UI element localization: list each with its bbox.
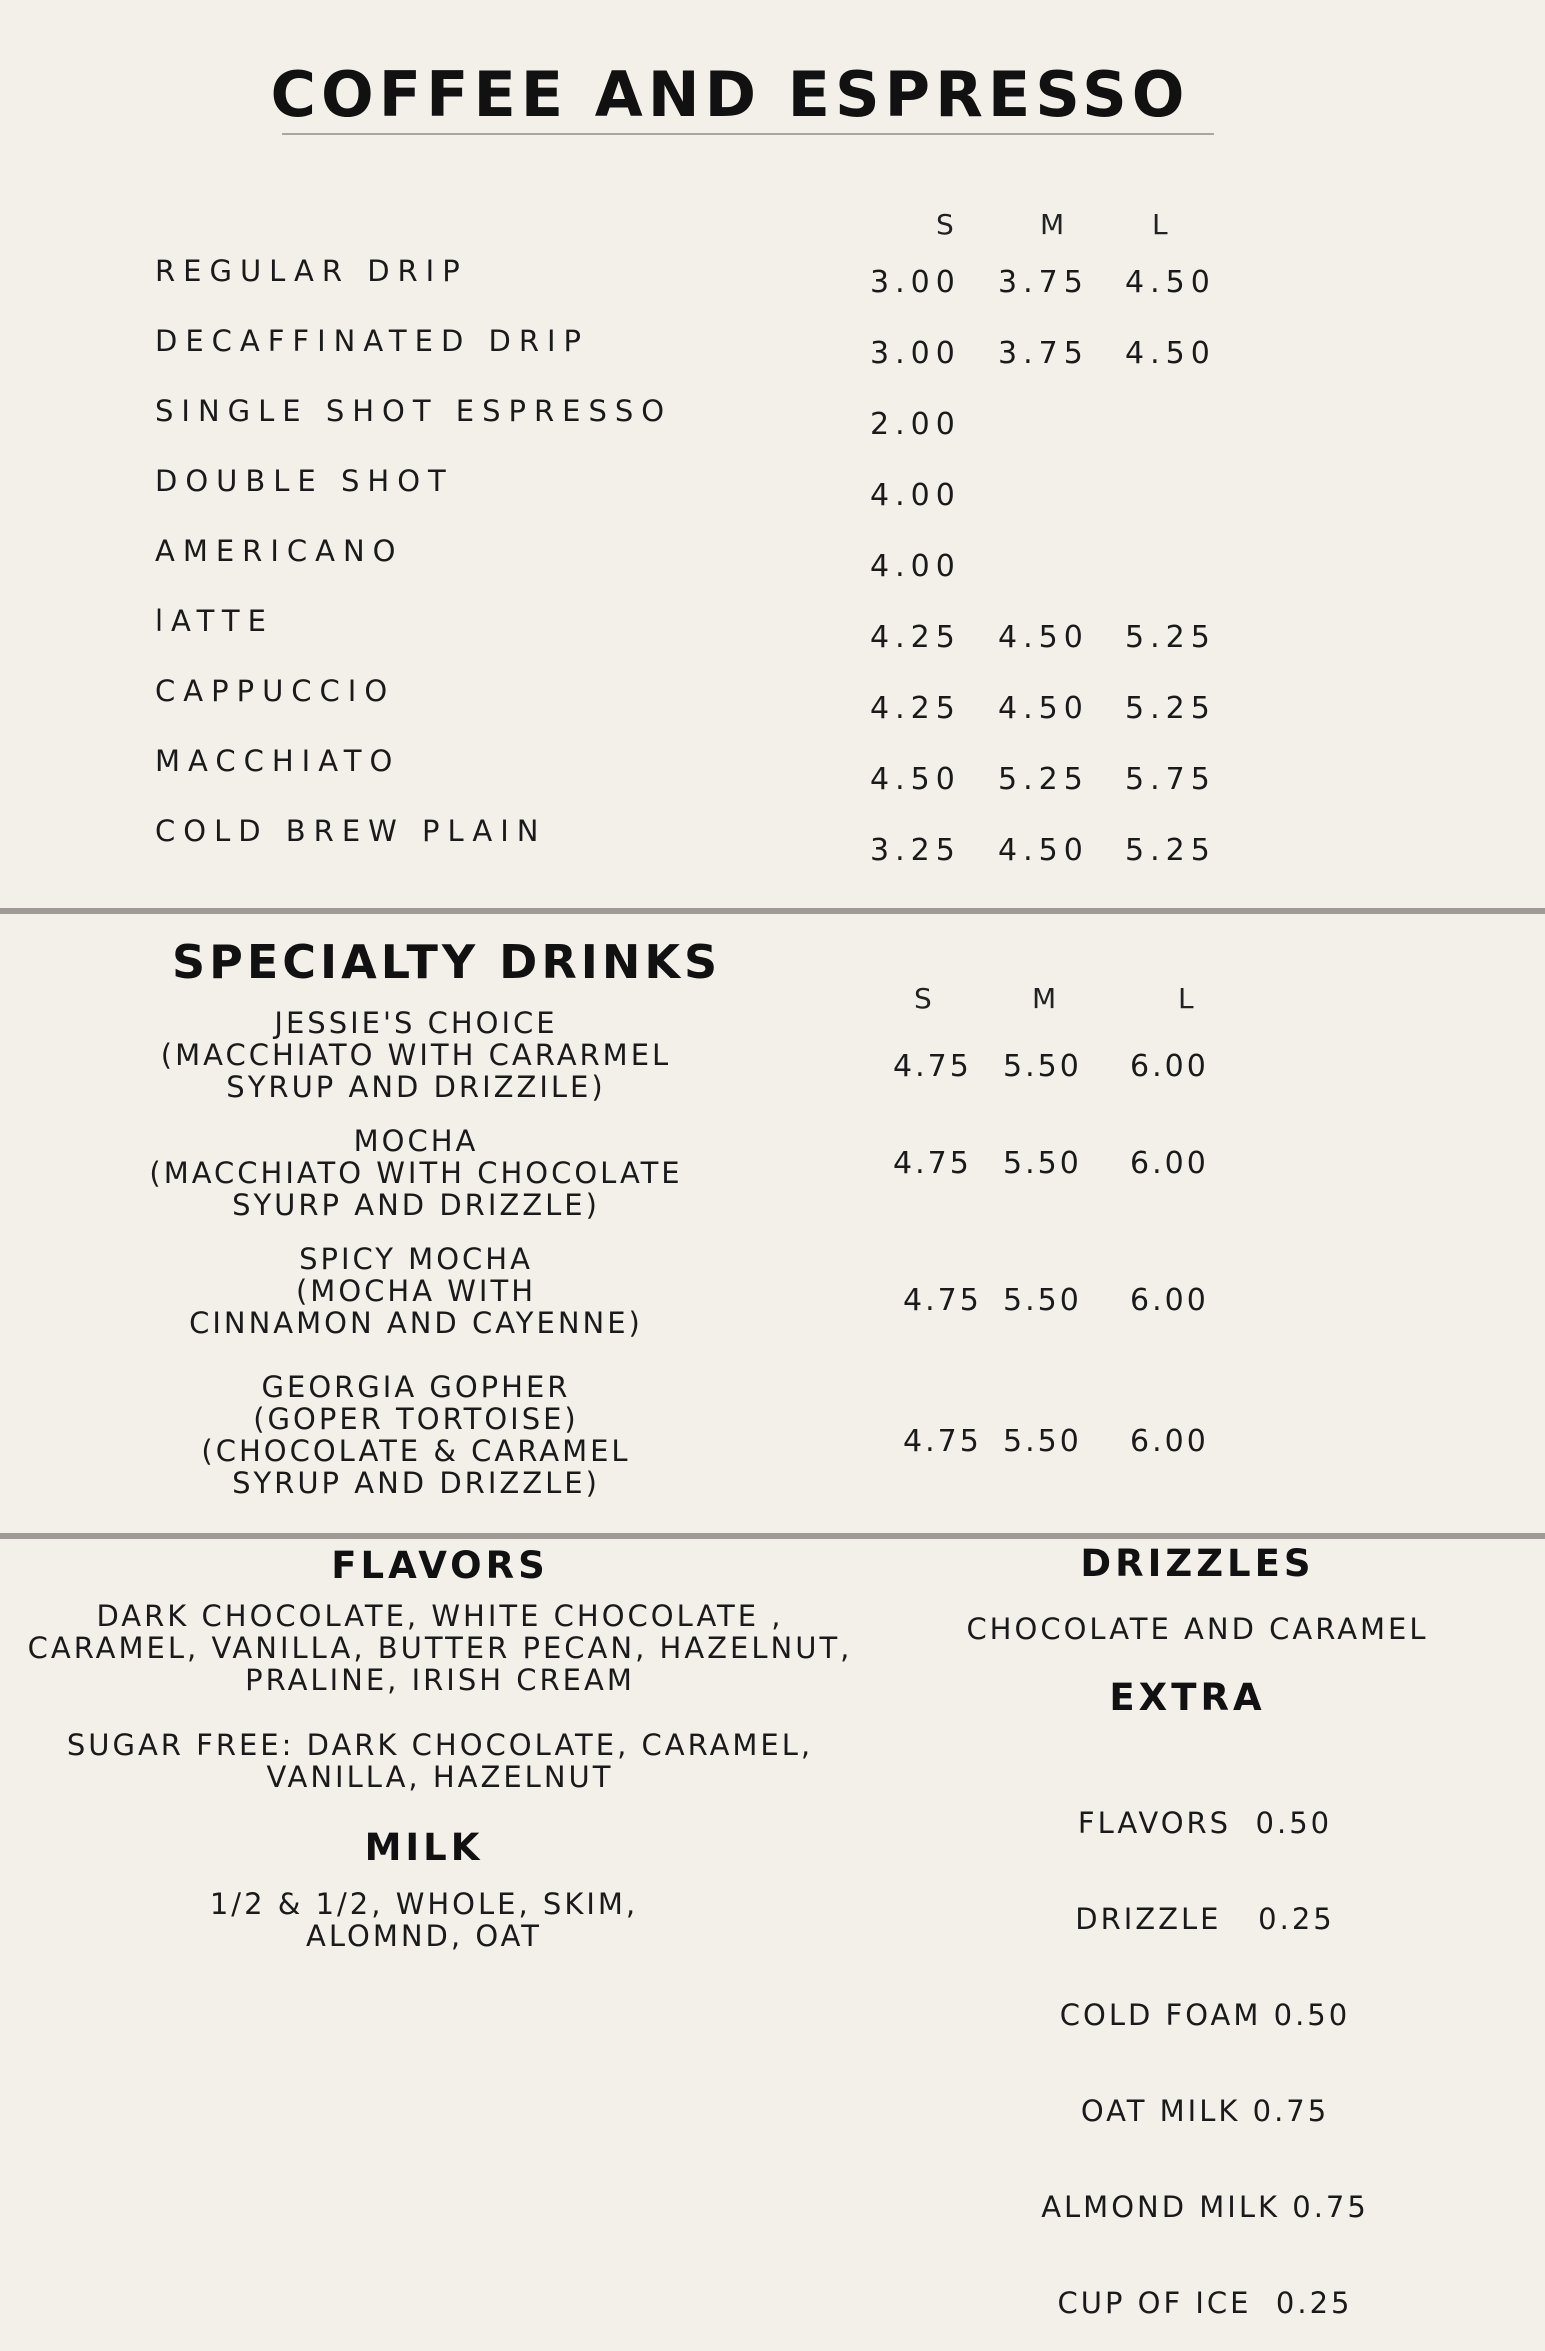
milk-line: ALOMND, OAT <box>306 1919 542 1953</box>
flavors-line: CARAMEL, VANILLA, BUTTER PECAN, HAZELNUT, <box>27 1631 853 1665</box>
price-medium: 5.50 <box>1003 1146 1082 1181</box>
drizzles-text: CHOCOLATE AND CARAMEL <box>966 1612 1429 1646</box>
price-small: 4.25 <box>870 620 961 655</box>
extra-line: COLD FOAM 0.50 <box>1059 1998 1351 2032</box>
price-large: 6.00 <box>1130 1424 1209 1459</box>
price-medium: 5.50 <box>1003 1424 1082 1459</box>
price-small: 4.50 <box>870 762 961 797</box>
sugar-free-line: VANILLA, HAZELNUT <box>266 1760 614 1794</box>
price-medium: 4.50 <box>998 620 1089 655</box>
price-small: 3.00 <box>870 336 961 371</box>
price-medium: 3.75 <box>998 336 1089 371</box>
flavors-list <box>0 1600 880 1696</box>
specialty-item <box>130 1243 702 1339</box>
price-small: 3.00 <box>870 265 961 300</box>
price-large: 5.25 <box>1125 833 1216 868</box>
specialty-title: SPECIALTY DRINKS <box>172 935 722 989</box>
specialty-size-medium-header: M <box>1032 982 1059 1015</box>
section-divider <box>0 908 1545 914</box>
milk-line: 1/2 & 1/2, WHOLE, SKIM, <box>209 1887 639 1921</box>
price-small: 4.25 <box>870 691 961 726</box>
price-large: 6.00 <box>1130 1049 1209 1084</box>
menu-item-name: SINGLE SHOT ESPRESSO <box>155 394 673 428</box>
specialty-size-large-header: L <box>1178 982 1196 1015</box>
sugar-free-flavors <box>0 1729 880 1793</box>
price-medium: 3.75 <box>998 265 1089 300</box>
specialty-item-description: (MOCHA WITH <box>295 1274 537 1308</box>
extra-line: ALMOND MILK 0.75 <box>1041 2190 1369 2224</box>
drizzles-title: DRIZZLES <box>1080 1542 1315 1585</box>
price-small: 4.00 <box>870 478 961 513</box>
section-divider <box>0 1533 1545 1539</box>
menu-item-name: CAPPUCCIO <box>155 674 396 708</box>
price-small: 4.75 <box>903 1424 982 1459</box>
specialty-item-name: SPICY MOCHA <box>299 1242 533 1276</box>
extra-line: OAT MILK 0.75 <box>1080 2094 1330 2128</box>
menu-item-name: COLD BREW PLAIN <box>155 814 547 848</box>
specialty-item-name: JESSIE'S CHOICE <box>274 1006 558 1040</box>
specialty-item-name: GEORGIA GOPHER <box>261 1370 571 1404</box>
specialty-item-description: (CHOCOLATE & CARAMEL <box>201 1434 631 1468</box>
menu-item-name: REGULAR DRIP <box>155 254 468 288</box>
specialty-item-description: CINNAMON AND CAYENNE) <box>189 1306 643 1340</box>
extra-line: FLAVORS 0.50 <box>1077 1806 1333 1840</box>
coffee-size-large-header: L <box>1152 208 1170 241</box>
price-small: 2.00 <box>870 407 961 442</box>
price-medium: 5.50 <box>1003 1049 1082 1084</box>
extra-title: EXTRA <box>1109 1676 1266 1719</box>
specialty-item-description: (MACCHIATO WITH CHOCOLATE <box>149 1156 683 1190</box>
extra-line: CUP OF ICE 0.25 <box>1057 2286 1353 2320</box>
menu-item-name: MACCHIATO <box>155 744 401 778</box>
price-small: 4.75 <box>903 1283 982 1318</box>
flavors-title: FLAVORS <box>331 1544 549 1587</box>
menu-item-name: DOUBLE SHOT <box>155 464 454 498</box>
menu-item-name: DECAFFINATED DRIP <box>155 324 590 358</box>
price-small: 4.75 <box>893 1049 972 1084</box>
specialty-size-small-header: S <box>914 982 934 1015</box>
sugar-free-line: SUGAR FREE: DARK CHOCOLATE, CARAMEL, <box>66 1728 814 1762</box>
price-large: 5.25 <box>1125 620 1216 655</box>
specialty-item-description: SYRUP AND DRIZZILE) <box>226 1070 606 1104</box>
price-large: 5.25 <box>1125 691 1216 726</box>
coffee-size-medium-header: M <box>1040 208 1067 241</box>
price-large: 6.00 <box>1130 1283 1209 1318</box>
specialty-item <box>130 1125 702 1221</box>
milk-list <box>0 1888 848 1952</box>
extra-line: DRIZZLE 0.25 <box>1075 1902 1335 1936</box>
price-small: 4.75 <box>893 1146 972 1181</box>
specialty-item-description: SYURP AND DRIZZLE) <box>232 1188 600 1222</box>
specialty-item-description: (MACCHIATO WITH CARARMEL <box>160 1038 672 1072</box>
price-small: 4.00 <box>870 549 961 584</box>
price-medium: 4.50 <box>998 833 1089 868</box>
specialty-item <box>130 1371 702 1499</box>
milk-title: MILK <box>364 1826 484 1869</box>
specialty-item-name: MOCHA <box>353 1124 479 1158</box>
price-large: 4.50 <box>1125 336 1216 371</box>
price-small: 3.25 <box>870 833 961 868</box>
coffee-size-small-header: S <box>936 208 956 241</box>
extra-list <box>930 1743 1480 2351</box>
specialty-item-description: SYRUP AND DRIZZLE) <box>232 1466 600 1500</box>
menu-item-name: AMERICANO <box>155 534 404 568</box>
page-title: COFFEE AND ESPRESSO <box>270 58 1190 131</box>
price-large: 6.00 <box>1130 1146 1209 1181</box>
price-medium: 5.25 <box>998 762 1089 797</box>
flavors-line: PRALINE, IRISH CREAM <box>245 1663 635 1697</box>
specialty-item <box>130 1007 702 1103</box>
flavors-line: DARK CHOCOLATE, WHITE CHOCOLATE , <box>96 1599 784 1633</box>
price-large: 4.50 <box>1125 265 1216 300</box>
title-underline <box>282 133 1214 135</box>
price-medium: 4.50 <box>998 691 1089 726</box>
specialty-item-description: (GOPER TORTOISE) <box>253 1402 579 1436</box>
price-large: 5.75 <box>1125 762 1216 797</box>
price-medium: 5.50 <box>1003 1283 1082 1318</box>
menu-item-name: lATTE <box>155 604 274 638</box>
